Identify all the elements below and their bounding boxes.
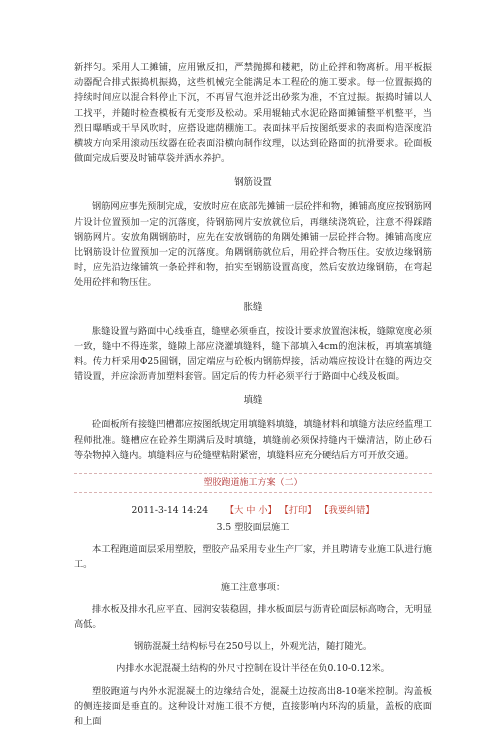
article-meta [74,503,432,518]
heading-joint-filling: 填缝 [243,395,263,407]
note-edge-joint: 塑胶跑道与内外水泥混凝土的边缘结合处，混凝土边按高出8-10毫米控制。沟盖板的侧连接面是垂直的。这种设计对施工很不方便，直接影响内环沟的质量，盖板的底面和上面 [74,685,432,728]
paragraph-joint-filling: 砼面板所有接缝凹槽都应按图纸规定用填缝料填缝，填缝材料和填缝方法应经监理工程师批准。缝槽应在砼养生期满后及时填缝，填缝前必须保持缝内干燥清洁，防止砂石等杂物掉入缝内。填缝料应与砼缝壁粘附紧密，填缝料应充分硬结后方可开放交通。 [74,419,432,461]
notes-title: 施工注意事项： [220,581,286,593]
font-size-medium-link[interactable]: 中 [246,505,256,517]
font-size-small-link[interactable]: 小】 [258,505,277,517]
print-link[interactable]: 【打印】 [279,505,317,517]
divider-bottom [74,492,432,493]
note-inner-drain: 内排水水泥混凝土结构的外尺寸控制在设计半径在负0.10-0.12米。 [116,663,390,675]
heading-expansion-joint: 胀缝 [243,301,263,313]
paragraph-intro: 本工程跑道面层采用塑胶，塑胶产品采用专业生产厂家，并且聘请专业施工队进行施工。 [74,544,432,571]
divider-top [74,473,432,474]
note-drainage-board: 排水板及排水孔应平直、园润安装稳固，排水板面层与沥青砼面层标高吻合，无明显高低。 [74,603,432,631]
report-error-link[interactable]: 【我要纠错】 [319,505,375,517]
article-date: 2011-3-14 14:24 [131,505,209,517]
paragraph-expansion-joint: 胀缝设置与路面中心线垂直，缝壁必须垂直，按设计要求放置泡沫板，缝隙宽度必须一致，缝中不得连浆，缝隙上部应浇灌填缝料，缝下部填入4cm的泡沫板，再填塞填缝料。传力杆采用Φ25圆钢，固定端应与砼板内钢筋焊接，活动端应按设计在缝的两边交错设置，并应涂沥青加塑料套管。固定后的传力杆必须平行于路面中心线及板面。 [74,325,432,383]
font-size-large-link[interactable]: 【大 [224,505,244,517]
article-title: 塑胶跑道施工方案（二） [203,478,303,489]
paragraph-concrete-paving: 新拌匀。采用人工摊铺，应用锹反扣，严禁抛掷和耧耙，防止砼拌和物离析。用平板振动器配合排式振捣机振捣，这些机械完全能满足本工程砼的施工要求。每一位置振捣的持续时间应以混合料停止下沉，不再冒气泡并泛出砂浆为准，不宜过振。振捣时铺以人工找平，并随时检查模板有无变形及松动。采用辊轴式水泥砼路面摊铺整平机整平，当烈日曝晒或干旱风吹时，应搭设遮荫棚施工。表面抹平后按图纸要求的表面构造深度沿横坡方向采用滚动压纹器在砼表面沿横向制作纹理，以达到砼路面的抗滑要求。砼面板做面完成后要及时铺草袋并洒水养护。 [74,62,432,165]
heading-rebar: 钢筋设置 [234,177,272,189]
paragraph-rebar: 钢筋网应事先预制完成，安放时应在底部先摊铺一层砼拌和物，摊铺高度应按钢筋网片设计位置预加一定的沉落度，待钢筋网片安放就位后，再继续浇筑砼，注意不得踩踏钢筋网片。安放角隅钢筋时，应先在安放钢筋的角隅处摊铺一层砼拌合物。摊铺高度应比钢筋设计位置预加一定的沉落度。角隅钢筋就位后，用砼拌合物压住。安放边缘钢筋时，应先沿边缘铺筑一条砼拌和物，拍实至钢筋设置高度，然后安放边缘钢筋，在弯起处用砼拌和物压住。 [74,201,432,289]
section-title: 3.5 塑胶面层施工 [216,522,290,534]
note-concrete-grade: 钢筋混凝土结构标号在250号以上，外观光洁，随打随光。 [133,641,373,653]
